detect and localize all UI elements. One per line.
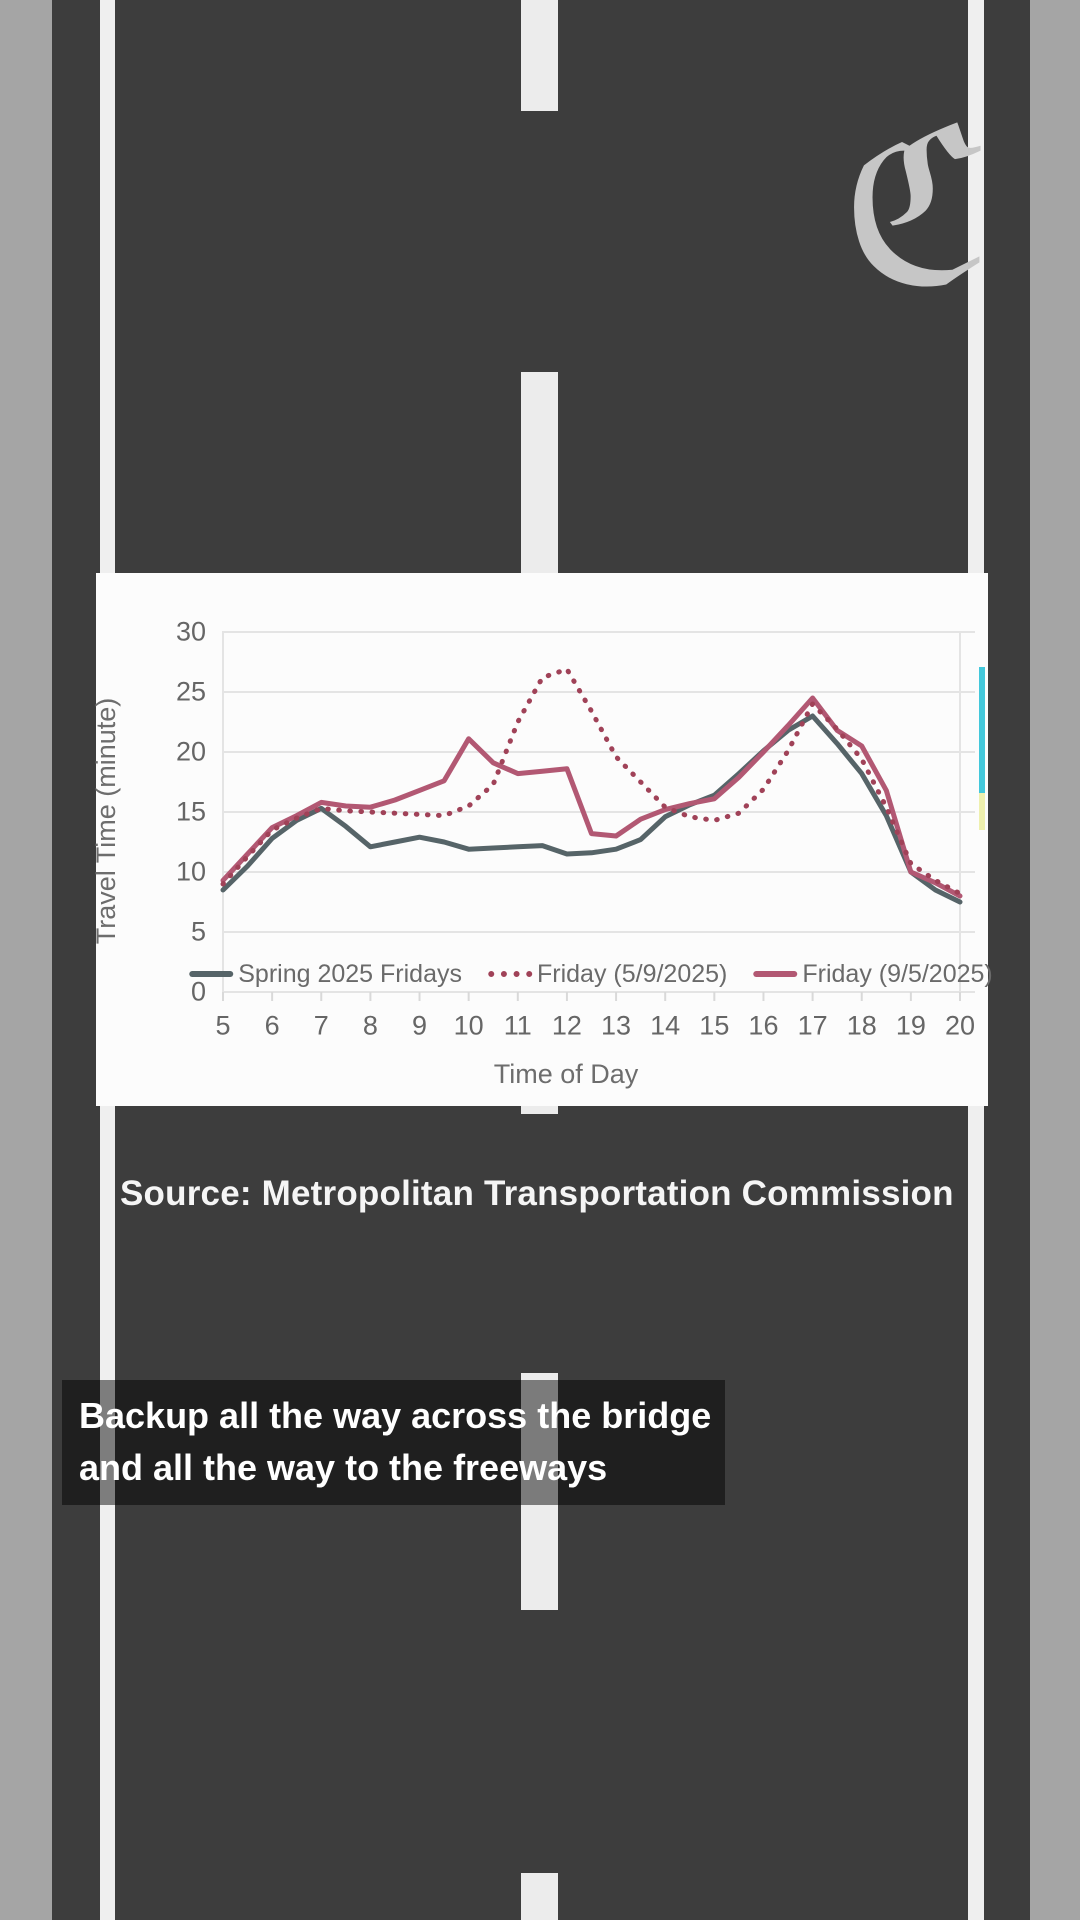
- x-tick-label: 6: [264, 1010, 280, 1041]
- travel-time-chart-card: [91, 573, 993, 1106]
- y-axis-title: Travel Time (minute): [91, 697, 121, 945]
- series-line: [223, 698, 960, 896]
- x-tick-label: 12: [551, 1010, 582, 1041]
- y-tick-label: 5: [190, 916, 206, 947]
- x-axis-title: Time of Day: [493, 1059, 639, 1089]
- x-tick-label: 16: [748, 1010, 779, 1041]
- chronicle-logo-icon: ℭ: [840, 82, 992, 333]
- y-tick-label: 15: [175, 796, 206, 827]
- y-tick-label: 25: [175, 676, 206, 707]
- x-tick-label: 14: [650, 1010, 681, 1041]
- y-tick-label: 10: [175, 856, 206, 887]
- x-tick-label: 5: [215, 1010, 231, 1041]
- x-tick-label: 11: [503, 1010, 532, 1041]
- legend-swatch-icon: [189, 971, 233, 977]
- legend-label: Spring 2025 Fridays: [238, 959, 462, 988]
- legend-item: [189, 960, 462, 989]
- legend-swatch-icon: [488, 971, 532, 977]
- x-tick-label: 10: [453, 1010, 484, 1041]
- x-tick-label: 20: [944, 1010, 976, 1041]
- x-tick-label: 19: [895, 1010, 926, 1041]
- x-tick-label: 18: [846, 1010, 877, 1041]
- y-tick-label: 20: [175, 736, 206, 767]
- legend-item: [488, 960, 727, 989]
- card-edge-color-strip-cyan: [979, 667, 985, 793]
- x-tick-label: 17: [797, 1010, 828, 1041]
- x-tick-label: 9: [412, 1010, 428, 1041]
- x-tick-label: 7: [313, 1010, 329, 1041]
- x-tick-label: 15: [699, 1010, 730, 1041]
- legend-item: [753, 960, 992, 989]
- road-shoulder-right: [1030, 0, 1080, 1920]
- x-tick-label: 8: [362, 1010, 378, 1041]
- y-tick-label: 0: [190, 976, 206, 1007]
- center-lane-dash: [521, 0, 558, 111]
- caption-line-1: Backup all the way across the bridge: [79, 1395, 712, 1436]
- caption-overlay: [62, 1380, 725, 1505]
- center-lane-dash: [521, 372, 558, 579]
- legend-label: Friday (5/9/2025): [536, 959, 728, 988]
- y-tick-label: 30: [175, 616, 206, 647]
- legend-label: Friday (9/5/2025): [802, 959, 993, 988]
- series-line: [223, 669, 960, 893]
- road-shoulder-left: [0, 0, 52, 1920]
- card-edge-color-strip-yellow: [979, 793, 985, 830]
- chart-legend: [189, 954, 992, 994]
- x-tick-label: 13: [601, 1010, 632, 1041]
- caption-line-2: and all the way to the freeways: [79, 1447, 608, 1488]
- center-lane-dash: [521, 1873, 558, 1920]
- source-attribution: Source: Metropolitan Transportation Commission: [120, 1174, 954, 1213]
- legend-swatch-icon: [753, 971, 797, 977]
